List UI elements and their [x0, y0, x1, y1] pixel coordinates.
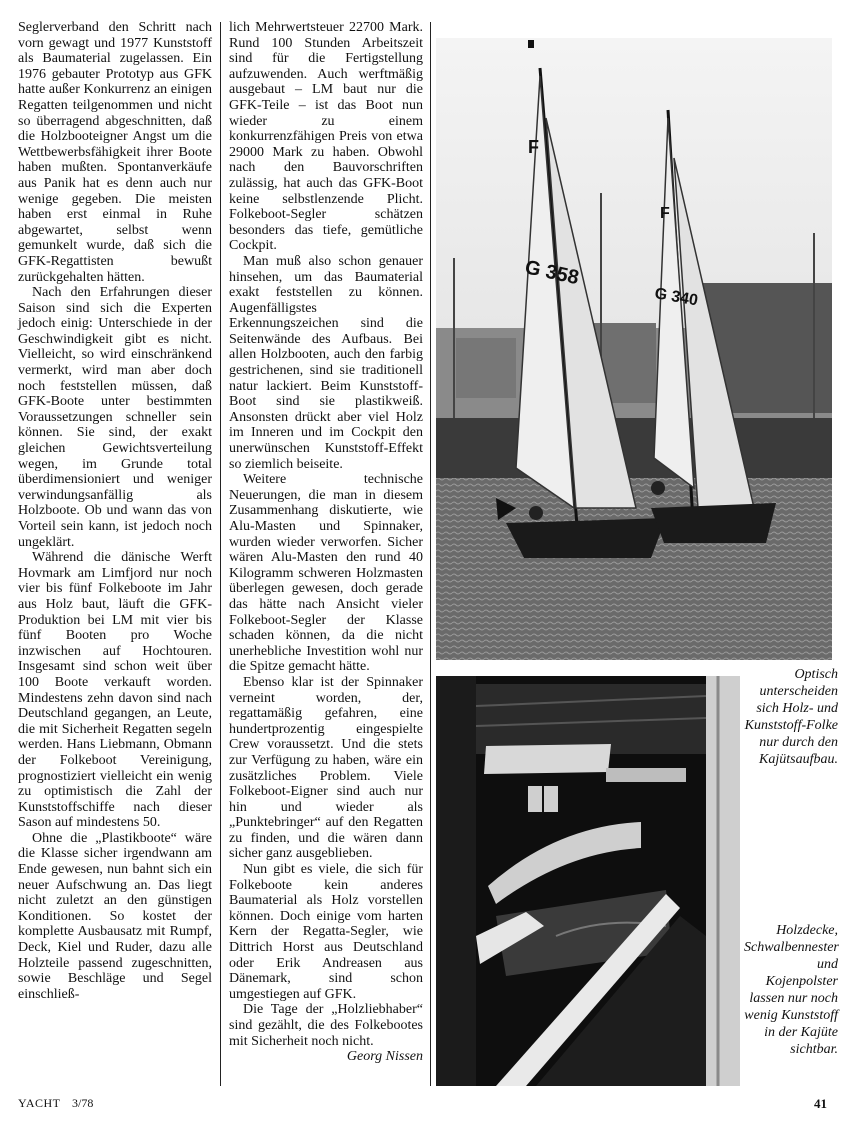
paragraph: Man muß also schon genauer hinsehen, um das Baumaterial exakt feststellen zu können. Augenfälligstes Erkennungszeichen sind die Seitenwände des Aufbaus. Bei allen Holzbooten, auch den farbig gestrichenen, sind sie traditionell natur lackiert. Beim Kunststoff-Boot sind sie plastikweiß. Ansonsten drückt aber viel Holz im Inneren und im Cockpit den unerwünschen Kunststoff-Effekt so ziemlich beiseite. [229, 253, 423, 472]
photo-caption-boats: Optisch unterscheiden sich Holz- und Kunststoff-Folke nur durch den Kajütsaufbau. [744, 667, 838, 767]
class-letter-right: F [660, 205, 670, 222]
paragraph-final-text: Die Tage der „Holzliebhaber“ sind gezählt, die des Folkebootes mit Sicherheit noch nicht. [229, 1002, 423, 1049]
column-rule-left [220, 22, 221, 1086]
paragraph: Weitere technische Neuerungen, die man in diesem Zusammenhang diskutierte, wie Alu-Masten und Spinnaker, wurden wieder verworfen. Sicher wären Alu-Masten den rund 40 Kilogramm schweren Holzmasten überlegen gewesen, doch gerade das hätte nach Ansicht vieler Folkeboot-Segler der Klasse schaden können, da die nicht unerhebliche Investition wohl nur die Spitze gemacht hätte. [229, 472, 423, 675]
sail-number-right: G 340 [653, 285, 700, 310]
column-rule-right [430, 22, 431, 1086]
page-number: 41 [814, 1096, 827, 1111]
paragraph-final [229, 1002, 423, 1065]
article-column-2 [229, 20, 423, 1065]
paragraph: Nach den Erfahrungen dieser Saison sind sich die Experten jedoch einig: Unterschiede in der Geschwindigkeit gibt es nicht. Vielleicht, so wird einschränkend vermerkt, wird man aber doch noch feststellen müssen, daß GFK-Boote unter bestimmten Voraussetzungen schneller sein können. Sie sind, der exakt gleichen Gewichtsverteilung wegen, im Grunde total überdimensioniert und weniger verwindungsanfällig als Holzboote. Ob und wann das von Vorteil sein kann, ist jedoch noch ungeklärt. [18, 285, 212, 550]
paragraph: lich Mehrwertsteuer 22700 Mark. Rund 100 Stunden Arbeitszeit sind für die Fertigstellung aufzuwenden. Auch werftmäßig ausgebaut – LM baut nur die GFK-Teile – ist das Boot nun wieder zu einem konkurrenzfähigen Preis von etwa 29000 Mark zu haben. Obwohl nach den Bauvorschriften zulässig, hat auch das GFK-Boot keine selbstlenzende Plicht. Folkeboot-Segler schätzen besonders das tiefe, gemütliche Cockpit. [229, 20, 423, 254]
paragraph: Ebenso klar ist der Spinnaker verneint worden, der, regattamäßig gefahren, eine hundertprozentig eingespielte Crew voraussetzt. Und die stets zur Verfügung zu haben, wäre ein zusätzliches Problem. Viele Folkeboot-Eigner sind auch nur hin und wieder als „Punktebringer“ auf den Regatten zu finden, und die wären dann sicher ganz ausgeblieben. [229, 674, 423, 862]
footer-magazine-name: YACHT [18, 1096, 61, 1110]
sailboats-photo [436, 38, 832, 660]
article-column-1 [18, 20, 212, 1002]
paragraph: Ohne die „Plastikboote“ wäre die Klasse sicher irgendwann am Ende gewesen, nun bahnt sich ein neuer Aufschwung an. Das liegt nicht zuletzt an den günstigen Konditionen. So kostet der komplette Ausbausatz mit Rumpf, Deck, Kiel und Ruder, dazu alle Holzteile passend zugeschnitten, sowie Beschläge und Segel einschließ- [18, 830, 212, 1002]
paragraph: Nun gibt es viele, die sich für Folkeboote kein anderes Baumaterial als Holz vorstellen können. Doch einige vom harten Kern der Regatta-Segler, wie Dittrich Horst aus Deutschland oder Erik Andreasen aus Dänemark, sind schon umgestiegen auf GFK. [229, 862, 423, 1002]
paragraph: Seglerverband den Schritt nach vorn gewagt und 1977 Kunststoff als Baumaterial zugelassen. Ein 1976 gebauter Prototyp aus GFK hatte außer Konkurrenz an einigen Regatten teilgenommen und nicht so überragend abgeschnitten, daß die Holzbooteigner Angst um die Wettbewerbsfähigkeit ihrer Boote haben mußten. Spontanverkäufe aus Panik hat es denn auch nur wenige gegeben. Die meisten haben erst einmal in Ruhe abgewartet, selbst wenn gemunkelt wurde, daß sich die GFK-Regattisten bewußt zurückgehalten hätten. [18, 20, 212, 285]
sail-number-left: G 358 [522, 256, 581, 290]
footer-issue: 3/78 [72, 1096, 94, 1110]
sailboats-illustration [436, 38, 832, 660]
photo-caption-cabin: Holzdecke, Schwalbennester und Kojenpolster lassen nur noch wenig Kunststoff in der Kajüte sichtbar. [744, 923, 839, 1057]
class-letter-left: F [528, 137, 539, 157]
author-signature: Georg Nissen [346, 1049, 423, 1065]
paragraph: Während die dänische Werft Hovmark am Limfjord nur noch vier bis fünf Folkeboote im Jahr aus Holz baut, läuft die GFK-Produktion bei LM mit vier bis fünf Booten pro Woche inzwischen auf Hochtouren. Insgesamt sind schon weit über 100 Boote verkauft worden. Mindestens zehn davon sind nach Deutschland gegangen, an Leute, die mit Sicherheit Regatten segeln werden. Hans Liebmann, Obmann der Folkeboot Vereinigung, prognostiziert vielleicht ein wenig zu optimistisch die Zahl der Kunststoffschiffe nach dieser Sason auf mindestens 50. [18, 550, 212, 831]
cabin-interior-photo [436, 676, 740, 1086]
cabin-illustration [436, 676, 740, 1086]
